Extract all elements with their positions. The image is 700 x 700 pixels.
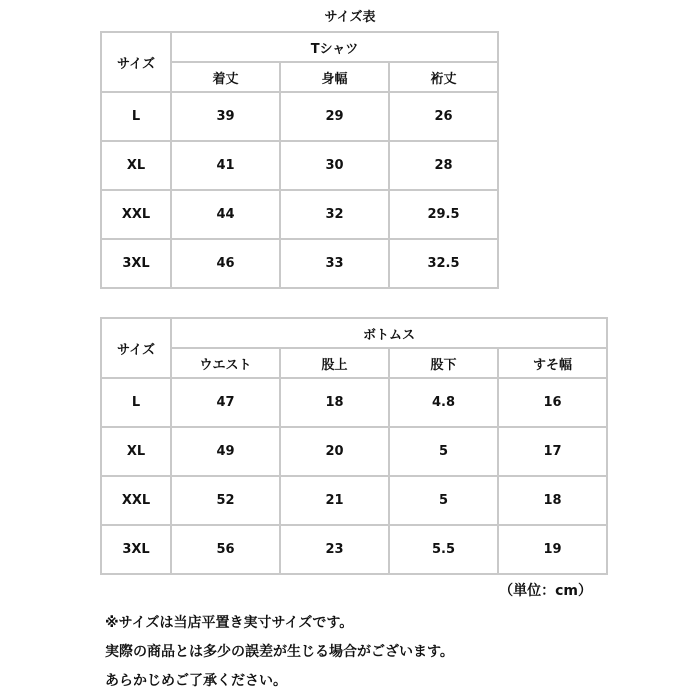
table-row (101, 525, 607, 574)
value-cell: 28 (389, 141, 498, 190)
value-cell: 19 (498, 525, 607, 574)
note-line: ※サイズは当店平置き実寸サイズです。 (105, 615, 354, 631)
size-cell: XXL (101, 190, 171, 239)
column-header: すそ幅 (498, 348, 607, 378)
size-cell: XL (101, 141, 171, 190)
value-cell: 5.5 (389, 525, 498, 574)
table-row (101, 239, 498, 288)
group-header: ボトムス (171, 318, 607, 348)
size-cell: XL (101, 427, 171, 476)
page-title: サイズ表 (324, 10, 376, 25)
value-cell: 33 (280, 239, 389, 288)
size-cell: 3XL (101, 525, 171, 574)
table-row (101, 190, 498, 239)
size-cell: L (101, 92, 171, 141)
column-header: 着丈 (171, 62, 280, 92)
value-cell: 16 (498, 378, 607, 427)
size-cell: 3XL (101, 239, 171, 288)
table-row (101, 378, 607, 427)
value-cell: 18 (498, 476, 607, 525)
value-cell: 52 (171, 476, 280, 525)
value-cell: 26 (389, 92, 498, 141)
size-cell: L (101, 378, 171, 427)
size-notes (105, 609, 454, 696)
note-line: 実際の商品とは多少の誤差が生じる場合がございます。 (105, 644, 454, 660)
unit-label: （単位：cm） (499, 583, 592, 599)
value-cell: 5 (389, 427, 498, 476)
value-cell: 32.5 (389, 239, 498, 288)
corner-cell: サイズ (101, 318, 171, 378)
table-row (101, 141, 498, 190)
column-header: 身幅 (280, 62, 389, 92)
value-cell: 21 (280, 476, 389, 525)
note-line: あらかじめご了承ください。 (105, 673, 287, 689)
table-row (101, 476, 607, 525)
value-cell: 29 (280, 92, 389, 141)
table-row (101, 92, 498, 141)
value-cell: 44 (171, 190, 280, 239)
column-header: 股上 (280, 348, 389, 378)
value-cell: 4.8 (389, 378, 498, 427)
value-cell: 41 (171, 141, 280, 190)
value-cell: 46 (171, 239, 280, 288)
bottoms-size-table (100, 317, 608, 575)
column-header: 股下 (389, 348, 498, 378)
value-cell: 23 (280, 525, 389, 574)
value-cell: 17 (498, 427, 607, 476)
value-cell: 56 (171, 525, 280, 574)
value-cell: 20 (280, 427, 389, 476)
value-cell: 47 (171, 378, 280, 427)
column-header: 裄丈 (389, 62, 498, 92)
value-cell: 30 (280, 141, 389, 190)
corner-cell: サイズ (101, 32, 171, 92)
table-row (101, 427, 607, 476)
value-cell: 32 (280, 190, 389, 239)
value-cell: 49 (171, 427, 280, 476)
value-cell: 39 (171, 92, 280, 141)
column-header: ウエスト (171, 348, 280, 378)
size-cell: XXL (101, 476, 171, 525)
value-cell: 18 (280, 378, 389, 427)
value-cell: 29.5 (389, 190, 498, 239)
tshirt-size-table (100, 31, 499, 289)
value-cell: 5 (389, 476, 498, 525)
group-header: Tシャツ (171, 32, 498, 62)
